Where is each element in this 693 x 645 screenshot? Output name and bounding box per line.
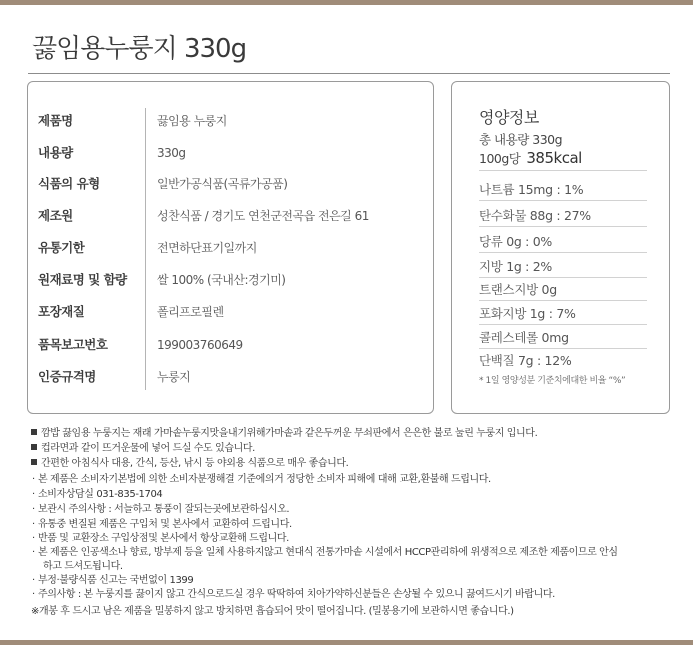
info-row-certification	[28, 366, 433, 388]
nutrition-separator	[479, 200, 647, 201]
nutrition-title: 영양정보	[479, 108, 539, 127]
nutrition-item: 포화지방 1g : 7%	[479, 306, 576, 321]
nutrition-separator	[479, 324, 647, 325]
note-sub-item: · 보관시 주의사항 : 서늘하고 통풍이 잘되는곳에보관하십시오.	[31, 500, 289, 515]
nutrition-per-serving	[479, 149, 582, 167]
info-value: 쌀 100% (국내산:경기미)	[157, 273, 286, 287]
nutrition-total: 총 내용량 330g	[479, 132, 563, 147]
info-value: 일반가공식품(곡류가공품)	[157, 177, 288, 191]
nutrition-box	[451, 81, 670, 414]
info-row-packaging	[28, 301, 433, 323]
info-value: 199003760649	[157, 338, 243, 352]
nutrition-footnote: * 1일 영양성분 기준치에대한 비율 “%”	[479, 376, 626, 386]
nutrition-item: 콜레스테롤 0mg	[479, 330, 569, 345]
info-row-report-number	[28, 334, 433, 356]
info-row-expiry	[28, 237, 433, 259]
info-value: 폴리프로필렌	[157, 305, 224, 319]
title-divider	[28, 73, 670, 74]
info-label: 품목보고번호	[38, 337, 108, 352]
info-value: 끓임용 누룽지	[157, 114, 227, 128]
nutrition-item: 나트륨 15mg : 1%	[479, 182, 584, 197]
info-label: 제품명	[38, 113, 73, 128]
info-row-food-type	[28, 173, 433, 195]
nutrition-separator	[479, 252, 647, 253]
bottom-border	[0, 640, 693, 645]
note-sub-item: · 반품 및 교환장소 구입상점및 본사에서 항상교환해 드립니다.	[31, 529, 289, 544]
note-sub-item: · 유통중 변질된 제품은 구입처 및 본사에서 교환하여 드립니다.	[31, 515, 292, 530]
info-label: 인증규격명	[38, 369, 96, 384]
nutrition-item: 지방 1g : 2%	[479, 259, 552, 274]
info-row-volume	[28, 142, 433, 164]
info-value: 전면하단표기일까지	[157, 241, 257, 255]
nutrition-separator	[479, 170, 647, 171]
nutrition-per-label: 100g당	[479, 151, 521, 166]
nutrition-separator	[479, 226, 647, 227]
nutrition-separator	[479, 300, 647, 301]
note-bullet: 간편한 아침식사 대용, 간식, 등산, 낚시 등 야외용 식품으로 매우 좋습니다.	[31, 454, 348, 469]
nutrition-item: 당류 0g : 0%	[479, 234, 552, 249]
info-row-ingredients	[28, 269, 433, 291]
info-label: 유통기한	[38, 240, 85, 255]
info-label: 식품의 유형	[38, 176, 100, 191]
note-sub-item: · 부정·불량식품 신고는 국번없이 1399	[31, 571, 193, 586]
note-bullet: 깜밥 끓임용 누룽지는 재래 가마솥누룽지맛을내기위해가마솥과 같은두꺼운 무쇠판에서 은은한 불로 눌린 누룽지 입니다.	[31, 424, 537, 439]
info-value: 330g	[157, 146, 186, 160]
info-value: 누룽지	[157, 370, 191, 384]
nutrition-item: 탄수화물 88g : 27%	[479, 208, 591, 223]
info-label: 제조원	[38, 208, 73, 223]
note-sub-item: · 주의사항 : 본 누룽지를 끓이지 않고 간식으로드실 경우 딱딱하여 치아가약하신분들은 손상될 수 있으니 끓여드시기 바랍니다.	[31, 585, 555, 600]
nutrition-kcal: 385kcal	[526, 149, 582, 167]
page-title: 끓임용누룽지 330g	[32, 34, 247, 64]
info-row-product-name	[28, 110, 433, 132]
note-footer: ※개봉 후 드시고 남은 제품을 밀봉하지 않고 방치하면 흡습되어 맛이 떨어집니다. (밀봉용기에 보관하시면 좋습니다.)	[31, 606, 514, 617]
info-label: 내용량	[38, 145, 73, 160]
nutrition-item: 단백질 7g : 12%	[479, 353, 572, 368]
note-sub-continuation: 하고 드셔도됩니다.	[43, 561, 123, 572]
info-value: 성찬식품 / 경기도 연천군전곡읍 전은길 61	[157, 209, 369, 223]
info-row-manufacturer	[28, 205, 433, 227]
note-sub-item: · 본 제품은 인공색소나 향료, 방부제 등을 일체 사용하지않고 현대식 전통가마솥 시설에서 HCCP관리하에 위생적으로 제조한 제품이므로 안심	[31, 543, 618, 558]
nutrition-item: 트랜스지방 0g	[479, 282, 557, 297]
note-bullet: 컵라면과 같이 뜨거운물에 넣어 드실 수도 있습니다.	[31, 439, 255, 454]
top-border	[0, 0, 693, 5]
nutrition-separator	[479, 277, 647, 278]
note-sub-item: · 소비자상담실 031-835-1704	[31, 485, 162, 500]
info-label: 포장재질	[38, 304, 85, 319]
note-sub-item: · 본 제품은 소비자기본법에 의한 소비자분쟁해결 기준에의거 정당한 소비자 피해에 대해 교환,환불해 드립니다.	[31, 470, 491, 485]
product-info-box	[27, 81, 434, 414]
info-label: 원재료명 및 함량	[38, 272, 127, 287]
nutrition-separator	[479, 348, 647, 349]
